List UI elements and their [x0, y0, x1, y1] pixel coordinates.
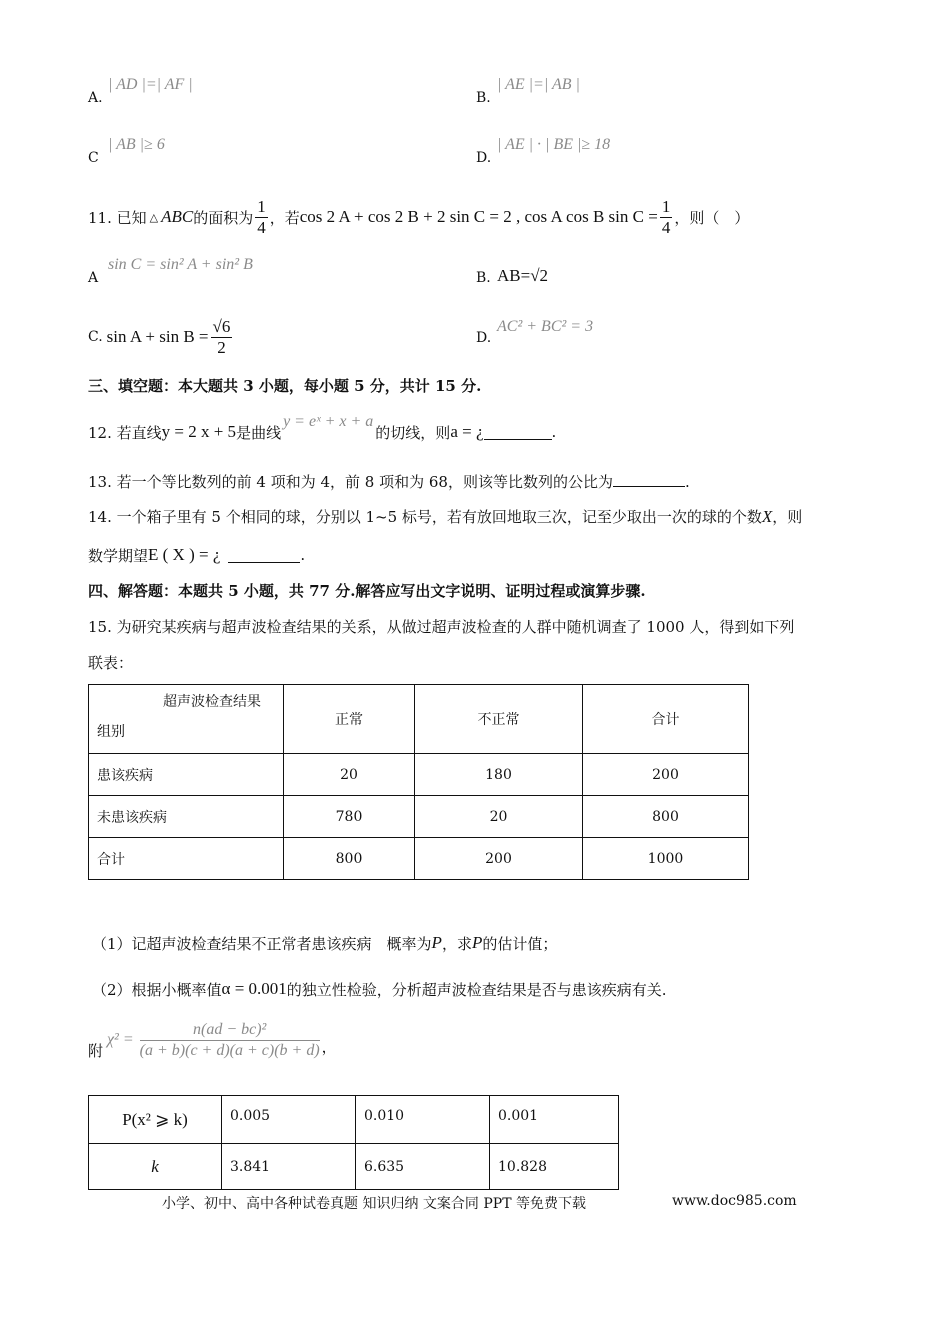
- q12-line-expr: y = 2 x + 5: [161, 422, 237, 441]
- triangle-icon: △: [149, 210, 159, 224]
- table-cell: 6.635: [356, 1144, 490, 1190]
- q15-part1: [92, 932, 557, 954]
- q10-option-a-expr: | AD |=| AF |: [108, 76, 193, 93]
- table-cell: 800: [284, 838, 415, 880]
- q14-end: .: [300, 546, 306, 564]
- formula-end: ，: [321, 1037, 337, 1056]
- ptable-row1-label: P(x² ⩾ k): [89, 1096, 222, 1144]
- q14-line2-prefix: 数学期望: [88, 546, 149, 565]
- table-header-row: [89, 685, 749, 754]
- table-cell: 1000: [583, 838, 749, 880]
- table-cell: 10.828: [490, 1144, 619, 1190]
- critical-value-table: [88, 1095, 619, 1190]
- q12-stem: [88, 414, 556, 450]
- q11-cond-prefix: ，若: [269, 208, 300, 227]
- q11-option-c-label: C.: [88, 329, 103, 345]
- q10-option-b-expr: | AE |=| AB |: [497, 76, 580, 93]
- q13-stem: [88, 471, 690, 492]
- section4-title: 四、解答题：本题共 5 小题，共 77 分.解答应写出文字说明、证明过程或演算步骤.: [88, 582, 646, 600]
- formula-fraction: $\frac{\text{n(ad − bc)²}}{(a + b)(c + d)(a + c)(b + d)}$: [139, 1020, 320, 1059]
- q15-line1: 15. 为研究某疾病与超声波检查结果的关系，从做过超声波检查的人群中随机调查了 1000 人，得到如下列: [88, 618, 795, 636]
- q15-part2-alpha: α = 0.001: [221, 979, 287, 998]
- table-cell: 20: [284, 754, 415, 796]
- q15-part2-suffix: 的独立性检验，分析超声波检查结果是否与患该疾病有关.: [286, 980, 667, 999]
- q11-option-b-expr: AB=√2: [497, 266, 549, 285]
- ptable-row2-label: k: [89, 1144, 222, 1190]
- table-header-abnormal: 不正常: [415, 685, 583, 754]
- q14-line1: [88, 506, 802, 527]
- q14-answer-blank: [228, 548, 300, 563]
- chi-square-formula: [88, 1014, 337, 1066]
- formula-lhs: χ² =: [107, 1031, 134, 1048]
- q11-option-d-expr: AC² + BC² = 3: [497, 318, 594, 335]
- table-row: [89, 838, 749, 880]
- table-row-label: 患该疾病: [89, 754, 284, 796]
- q11-cond-fraction: $\frac{1}{4}$: [661, 196, 671, 237]
- table-corner-bottom: 组别: [97, 724, 125, 740]
- table-row: [89, 1144, 619, 1190]
- q15-part2-prefix: （2）根据小概率值: [92, 980, 222, 999]
- table-cell: 20: [415, 796, 583, 838]
- q14-line2: [88, 542, 305, 568]
- q11-option-b-label: B.: [476, 270, 491, 286]
- table-cell: 800: [583, 796, 749, 838]
- table-row: [89, 754, 749, 796]
- contingency-table: [88, 684, 749, 880]
- q15-line2: 联表：: [88, 654, 134, 672]
- q14-line1-text: 14. 一个箱子里有 5 个相同的球，分别以 1~5 标号，若有放回地取三次，记至少取出一次的球的个数: [88, 508, 762, 526]
- q11-cond-expr: cos 2 A + cos 2 B + 2 sin C = 2 , cos A cos B sin C =: [299, 207, 658, 226]
- q13-answer-blank: [613, 472, 685, 487]
- q11-option-c-fraction: $\frac{√6}{2}$: [212, 316, 231, 357]
- footer-site-link[interactable]: www.doc985.com: [672, 1193, 797, 1209]
- q14-expect: E ( X ) = ¿: [148, 545, 221, 564]
- q11-option-c: [88, 312, 234, 362]
- q12-answer-blank: [484, 425, 552, 440]
- q11-stem: [88, 194, 749, 240]
- table-cell: 0.001: [490, 1096, 619, 1144]
- table-corner-cell: [89, 685, 284, 754]
- q11-prefix: 11. 已知: [88, 208, 147, 227]
- q10-option-a-label: A.: [88, 90, 103, 106]
- q13-end: .: [684, 473, 690, 491]
- table-header-normal: 正常: [284, 685, 415, 754]
- q13-text: 13. 若一个等比数列的前 4 项和为 4，前 8 项和为 68，则该等比数列的公比为: [88, 473, 613, 491]
- q11-option-a-expr: sin C = sin² A + sin² B: [108, 256, 253, 273]
- q15-part1-suffix: 的估计值；: [482, 934, 558, 953]
- table-cell: 200: [583, 754, 749, 796]
- q11-abc: ABC: [161, 207, 194, 226]
- q10-option-c-expr: | AB |≥ 6: [108, 136, 165, 153]
- footer-text: 小学、初中、高中各种试卷真题 知识归纳 文案合同 PPT 等免费下载: [162, 1196, 586, 1212]
- q12-var: a = ¿: [450, 422, 484, 441]
- table-cell: 0.010: [356, 1096, 490, 1144]
- table-cell: 780: [284, 796, 415, 838]
- section3-title: 三、填空题：本大题共 3 小题，每小题 5 分，共计 15 分.: [88, 377, 482, 395]
- table-cell: 200: [415, 838, 583, 880]
- q12-mid: 是曲线: [236, 423, 282, 442]
- q10-option-c-label: C: [88, 150, 99, 166]
- table-row-label: 未患该疾病: [89, 796, 284, 838]
- table-header-total: 合计: [583, 685, 749, 754]
- q11-option-d-label: D.: [476, 330, 492, 346]
- q14-comma: ，则: [772, 508, 803, 526]
- q15-part1-var: P: [431, 933, 442, 952]
- table-corner-top: 超声波检查结果: [163, 694, 261, 710]
- q11-area-fraction: $\frac{1}{4}$: [257, 196, 266, 237]
- q14-var: X: [761, 507, 773, 526]
- q12-curve-expr: y = eˣ + x + a: [283, 413, 374, 430]
- q11-area-text: 的面积为: [193, 208, 254, 227]
- table-cell: 3.841: [222, 1144, 356, 1190]
- q15-part2: [92, 978, 667, 1000]
- q11-option-a-label: A: [88, 270, 99, 286]
- table-row-label: 合计: [89, 838, 284, 880]
- q10-option-d-label: D.: [476, 150, 492, 166]
- table-row: [89, 1096, 619, 1144]
- q11-cond-suffix: ，则（ ）: [674, 208, 750, 227]
- table-row: [89, 796, 749, 838]
- q12-prefix: 12. 若直线: [88, 423, 162, 442]
- formula-label: 附: [88, 1041, 104, 1060]
- table-cell: 180: [415, 754, 583, 796]
- q15-part1-prefix: （1）记超声波检查结果不正常者患该疾病 概率为: [92, 934, 432, 953]
- q10-option-b-label: B.: [476, 90, 491, 106]
- q12-end: .: [551, 423, 557, 441]
- table-cell: 0.005: [222, 1096, 356, 1144]
- q15-part1-mid: ，求: [441, 934, 472, 953]
- q11-option-c-expr: sin A + sin B =: [106, 327, 209, 346]
- q15-part1-var2: P: [471, 933, 483, 952]
- q10-option-d-expr: | AE | · | BE |≥ 18: [497, 136, 611, 153]
- q12-suffix: 的切线，则: [375, 423, 451, 442]
